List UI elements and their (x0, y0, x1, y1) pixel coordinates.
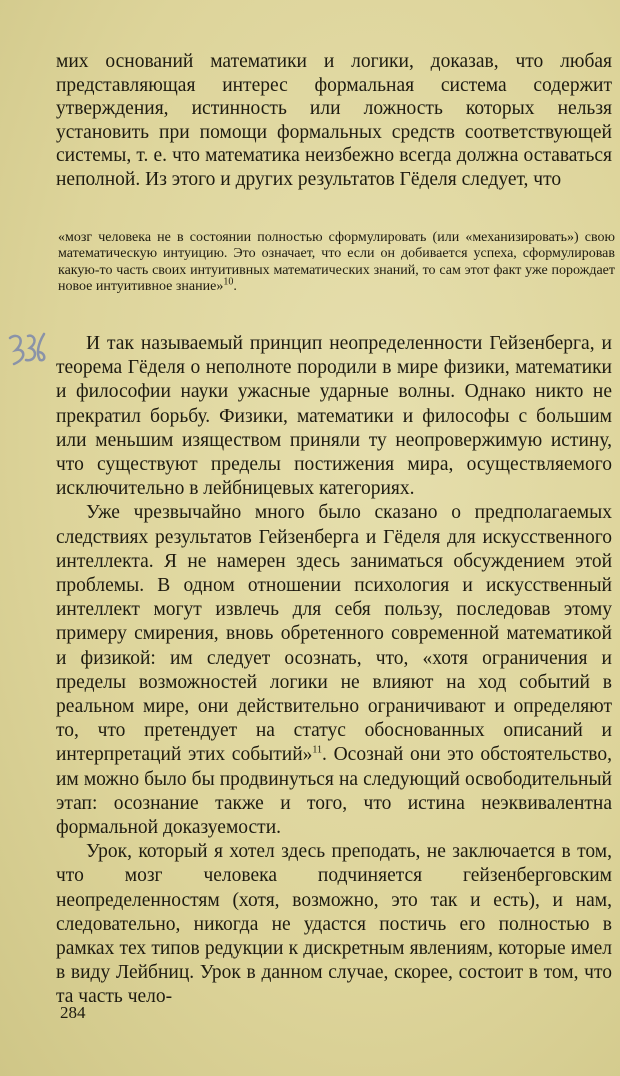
quote-text: «мозг человека не в состоянии полностью сформулировать (или «механизировать») свою математическую интуицию. Это означает, что если он добивается успеха, сформулировав какую-то часть своих интуитивных математических знаний, то сам этот факт уже порождает новое интуитивное знание» (58, 230, 615, 294)
page-number: 284 (60, 1003, 86, 1022)
opening-paragraph (56, 50, 612, 192)
paragraph-lesson: Урок, который я хотел здесь преподать, не заключается в том, что мозг человека подчиняется гейзенберговским неопределенностям (хотя, возможно, это так и есть), и нам, следовательно, никогда не удастся постичь его полностью в рамках тех типов редукции к дискретным явлениям, которые имел в виду Лейбниц. Урок в данном случае, скорее, состоит в том, что та часть чело- (56, 841, 612, 1008)
block-quote (58, 230, 615, 295)
footnote-ref-11[interactable]: 11 (312, 744, 323, 756)
margin-pencil-mark-icon (4, 330, 48, 390)
quote-end: . (233, 278, 237, 294)
opening-paragraph-text: мих оснований математики и логики, доказав, что любая представляющая интерес формальная система содержит утверждения, истинность или ложность которых нельзя установить при помощи формальных средств соответствующей системы, т. е. что математика неизбежно всегда должна оставаться неполной. Из этого и других результатов Гёделя следует, что (56, 51, 612, 190)
paragraph-artificial-intelligence (56, 501, 612, 840)
quote-footnote-ref[interactable]: 10 (223, 276, 234, 288)
main-text (56, 332, 612, 1010)
paragraph-3-text-after: . Осознай они это обстоятельство, им можно было бы продвинуться на следующий освободительный этап: осознание также и того, что истина неэквивалентна формальной доказуемости. (56, 744, 612, 839)
paragraph-heisenberg-godel: И так называемый принцип неопределенности Гейзенберга, и теорема Гёделя о неполноте породили в мире физики, математики и философии науки ужасные ударные волны. Однако никто не прекратил борьбу. Физики, математики и философы с большим или меньшим изяществом приняли ту неопровержимую истину, что существуют пределы постижения мира, осуществляемого исключительно в лейбницевых категориях. (56, 333, 612, 500)
paragraph-3-text-before: Уже чрезвычайно много было сказано о предполагаемых следствиях результатов Гейзенберга и Гёделя для искусственного интеллекта. Я не намерен здесь заниматься обсуждением этой проблемы. В одном отношении психология и искусственный интеллект могут извлечь для себя пользу, последовав этому примеру смирения, вновь обретенного современной математикой и физикой: им следует осознать, что, «хотя ограничения и пределы возможностей логики не влияют на ход событий в реальном мире, они действительно ограничивают и определяют то, что претендует на статус обоснованных описаний и интерпретаций этих событий» (56, 502, 612, 766)
